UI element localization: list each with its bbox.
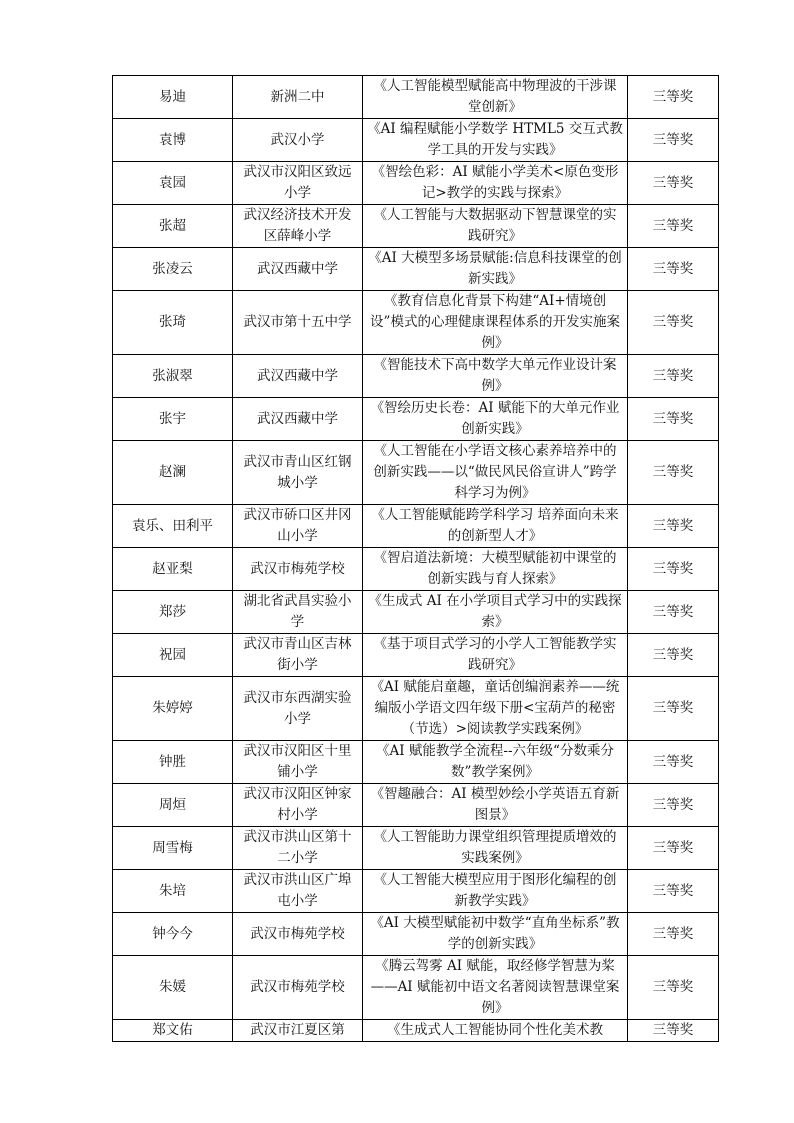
project-title-cell: 《人工智能赋能跨学科学习 培养面向未来的创新型人才》 xyxy=(363,505,628,548)
award-level-cell: 三等奖 xyxy=(628,119,719,162)
awardee-name-cell: 张超 xyxy=(113,205,233,248)
award-level-cell: 三等奖 xyxy=(628,162,719,205)
school-cell: 武汉市东西湖实验小学 xyxy=(233,677,363,741)
project-title-cell: 《智绘历史长卷：AI 赋能下的大单元作业创新实践》 xyxy=(363,398,628,441)
project-title-cell: 《生成式人工智能协同个性化美术教 xyxy=(363,1020,628,1042)
award-level-cell: 三等奖 xyxy=(628,248,719,291)
award-level-cell: 三等奖 xyxy=(628,291,719,355)
awardee-name-cell: 易迪 xyxy=(113,76,233,119)
table-row xyxy=(113,784,719,827)
project-title-cell: 《人工智能大模型应用于图形化编程的创新教学实践》 xyxy=(363,870,628,913)
award-level-cell: 三等奖 xyxy=(628,355,719,398)
project-title-cell: 《智启道法新境：大模型赋能初中课堂的创新实践与育人探索》 xyxy=(363,548,628,591)
table-row xyxy=(113,162,719,205)
project-title-cell: 《AI 大模型赋能初中数学“直角坐标系”教学的创新实践》 xyxy=(363,913,628,956)
award-level-cell: 三等奖 xyxy=(628,205,719,248)
table-row xyxy=(113,398,719,441)
awardee-name-cell: 钟胜 xyxy=(113,741,233,784)
project-title-cell: 《人工智能与大数据驱动下智慧课堂的实践研究》 xyxy=(363,205,628,248)
table-row xyxy=(113,677,719,741)
award-level-cell: 三等奖 xyxy=(628,548,719,591)
awardee-name-cell: 钟今今 xyxy=(113,913,233,956)
award-level-cell: 三等奖 xyxy=(628,741,719,784)
award-level-cell: 三等奖 xyxy=(628,677,719,741)
project-title-cell: 《人工智能助力课堂组织管理提质增效的实践案例》 xyxy=(363,827,628,870)
school-cell: 武汉市梅苑学校 xyxy=(233,956,363,1020)
project-title-cell: 《腾云驾雾 AI 赋能，取经修学智慧为桨——AI 赋能初中语文名著阅读智慧课堂案例》 xyxy=(363,956,628,1020)
school-cell: 武汉市江夏区第 xyxy=(233,1020,363,1042)
school-cell: 武汉西藏中学 xyxy=(233,398,363,441)
table-row xyxy=(113,205,719,248)
award-level-cell: 三等奖 xyxy=(628,591,719,634)
award-level-cell: 三等奖 xyxy=(628,827,719,870)
project-title-cell: 《人工智能模型赋能高中物理波的干涉课堂创新》 xyxy=(363,76,628,119)
school-cell: 武汉市青山区红钢城小学 xyxy=(233,441,363,505)
awardee-name-cell: 朱媛 xyxy=(113,956,233,1020)
school-cell: 武汉市梅苑学校 xyxy=(233,913,363,956)
school-cell: 湖北省武昌实验小学 xyxy=(233,591,363,634)
school-cell: 武汉市第十五中学 xyxy=(233,291,363,355)
awardee-name-cell: 朱培 xyxy=(113,870,233,913)
table-row xyxy=(113,870,719,913)
project-title-cell: 《AI 赋能教学全流程--六年级“分数乘分数”教学案例》 xyxy=(363,741,628,784)
award-level-cell: 三等奖 xyxy=(628,956,719,1020)
table-row xyxy=(113,505,719,548)
school-cell: 武汉市硚口区井冈山小学 xyxy=(233,505,363,548)
project-title-cell: 《生成式 AI 在小学项目式学习中的实践探索》 xyxy=(363,591,628,634)
school-cell: 武汉经济技术开发区薛峰小学 xyxy=(233,205,363,248)
table-row xyxy=(113,291,719,355)
award-level-cell: 三等奖 xyxy=(628,870,719,913)
table-row xyxy=(113,248,719,291)
awardee-name-cell: 朱婷婷 xyxy=(113,677,233,741)
awardee-name-cell: 郑文佑 xyxy=(113,1020,233,1042)
award-level-cell: 三等奖 xyxy=(628,1020,719,1042)
awardee-name-cell: 赵亚梨 xyxy=(113,548,233,591)
table-row xyxy=(113,741,719,784)
awardee-name-cell: 张宇 xyxy=(113,398,233,441)
awardee-name-cell: 赵澜 xyxy=(113,441,233,505)
project-title-cell: 《智能技术下高中数学大单元作业设计案例》 xyxy=(363,355,628,398)
school-cell: 武汉西藏中学 xyxy=(233,355,363,398)
project-title-cell: 《AI 编程赋能小学数学 HTML5 交互式教学工具的开发与实践》 xyxy=(363,119,628,162)
project-title-cell: 《人工智能在小学语文核心素养培养中的创新实践——以“做民风民俗宣讲人”跨学科学习为例》 xyxy=(363,441,628,505)
school-cell: 武汉市汉阳区十里铺小学 xyxy=(233,741,363,784)
project-title-cell: 《教育信息化背景下构建“AI+情境创设”模式的心理健康课程体系的开发实施案例》 xyxy=(363,291,628,355)
school-cell: 武汉西藏中学 xyxy=(233,248,363,291)
table-row xyxy=(113,76,719,119)
project-title-cell: 《智绘色彩：AI 赋能小学美术<原色变形记>教学的实践与探索》 xyxy=(363,162,628,205)
table-row xyxy=(113,956,719,1020)
project-title-cell: 《基于项目式学习的小学人工智能教学实践研究》 xyxy=(363,634,628,677)
table-row xyxy=(113,827,719,870)
award-level-cell: 三等奖 xyxy=(628,784,719,827)
table-row xyxy=(113,355,719,398)
project-title-cell: 《AI 赋能启童趣，童话创编润素养——统编版小学语文四年级下册<宝葫芦的秘密（节选）>阅读教学实践案例》 xyxy=(363,677,628,741)
awardee-name-cell: 周雪梅 xyxy=(113,827,233,870)
awardee-name-cell: 袁博 xyxy=(113,119,233,162)
project-title-cell: 《AI 大模型多场景赋能:信息科技课堂的创新实践》 xyxy=(363,248,628,291)
school-cell: 武汉市青山区吉林街小学 xyxy=(233,634,363,677)
awardee-name-cell: 周烜 xyxy=(113,784,233,827)
school-cell: 武汉市洪山区广埠屯小学 xyxy=(233,870,363,913)
table-row xyxy=(113,1020,719,1042)
award-level-cell: 三等奖 xyxy=(628,634,719,677)
awardee-name-cell: 祝园 xyxy=(113,634,233,677)
award-level-cell: 三等奖 xyxy=(628,505,719,548)
awardee-name-cell: 张琦 xyxy=(113,291,233,355)
awards-table xyxy=(112,75,719,1042)
award-level-cell: 三等奖 xyxy=(628,441,719,505)
awardee-name-cell: 郑莎 xyxy=(113,591,233,634)
awardee-name-cell: 张凌云 xyxy=(113,248,233,291)
school-cell: 武汉市汉阳区致远小学 xyxy=(233,162,363,205)
award-level-cell: 三等奖 xyxy=(628,76,719,119)
awardee-name-cell: 袁园 xyxy=(113,162,233,205)
awards-table-body xyxy=(113,76,719,1042)
school-cell: 新洲二中 xyxy=(233,76,363,119)
awardee-name-cell: 袁乐、田利平 xyxy=(113,505,233,548)
table-row xyxy=(113,634,719,677)
school-cell: 武汉市梅苑学校 xyxy=(233,548,363,591)
table-row xyxy=(113,441,719,505)
school-cell: 武汉小学 xyxy=(233,119,363,162)
table-row xyxy=(113,119,719,162)
table-row xyxy=(113,913,719,956)
awardee-name-cell: 张淑翠 xyxy=(113,355,233,398)
award-level-cell: 三等奖 xyxy=(628,398,719,441)
table-row xyxy=(113,548,719,591)
school-cell: 武汉市洪山区第十二小学 xyxy=(233,827,363,870)
award-level-cell: 三等奖 xyxy=(628,913,719,956)
project-title-cell: 《智趣融合：AI 模型妙绘小学英语五育新图景》 xyxy=(363,784,628,827)
school-cell: 武汉市汉阳区钟家村小学 xyxy=(233,784,363,827)
table-row xyxy=(113,591,719,634)
